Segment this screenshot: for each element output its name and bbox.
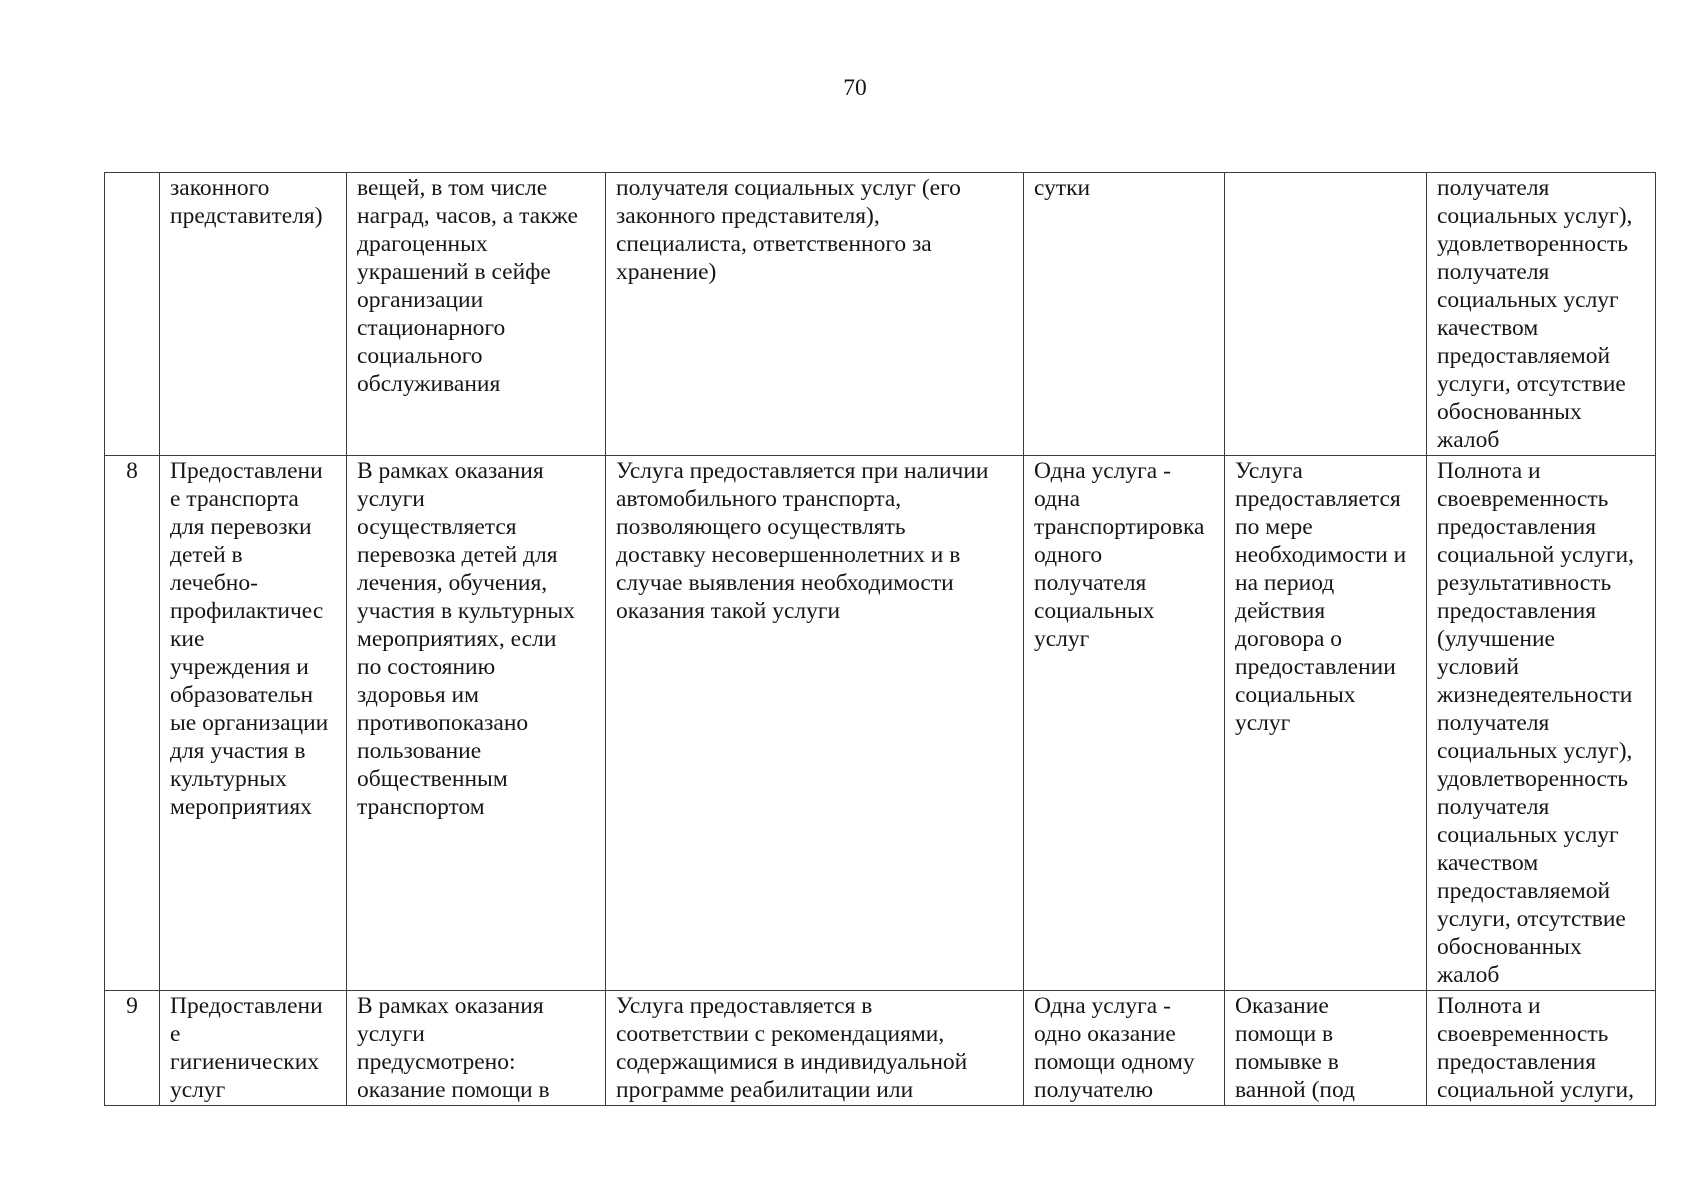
- cell-text: Услуга предоставляется при наличии автомобильного транспорта, позволяющего осуществлять доставку несовершеннолетних и в случае выявления необходимости оказания такой услуги: [616, 458, 989, 624]
- service-content-cell: [347, 991, 606, 1106]
- service-unit-cell: [1024, 173, 1225, 456]
- cell-text: Оказание помощи в помывке в ванной (под: [1235, 993, 1356, 1103]
- cell-text: 9: [126, 993, 138, 1019]
- cell-text: Предоставлени е транспорта для перевозки детей в лечебно- профилактичес кие учреждения и образовательн ые организации для участия в культурных мероприятиях: [170, 458, 329, 820]
- cell-text: Одна услуга - одна транспортировка одного получателя социальных услуг: [1034, 458, 1205, 652]
- cell-text: сутки: [1034, 175, 1091, 201]
- cell-text: Полнота и своевременность предоставления социальной услуги,: [1437, 993, 1634, 1103]
- services-table: [104, 172, 1656, 1106]
- page-number: 70: [843, 75, 867, 101]
- cell-text: законного представителя): [170, 175, 323, 229]
- service-name-cell: [160, 456, 347, 991]
- table-row: [105, 456, 1656, 991]
- service-name-cell: [160, 991, 347, 1106]
- service-timing-cell: [1225, 173, 1427, 456]
- service-content-cell: [347, 456, 606, 991]
- quality-criteria-cell: [1427, 456, 1656, 991]
- cell-text: получателя социальных услуг (его законного представителя), специалиста, ответственного за хранение): [616, 175, 961, 285]
- service-unit-cell: [1024, 456, 1225, 991]
- row-number-cell: [105, 173, 160, 456]
- quality-criteria-cell: [1427, 173, 1656, 456]
- quality-criteria-cell: [1427, 991, 1656, 1106]
- cell-text: получателя социальных услуг), удовлетворенность получателя социальных услуг качеством предоставляемой услуги, отсутствие обоснованных жалоб: [1437, 175, 1633, 453]
- cell-text: Предоставлени е гигиенических услуг: [170, 993, 323, 1103]
- cell-text: Услуга предоставляется по мере необходимости и на период действия договора о предоставлении социальных услуг: [1235, 458, 1407, 736]
- service-timing-cell: [1225, 991, 1427, 1106]
- table-row: [105, 991, 1656, 1106]
- service-name-cell: [160, 173, 347, 456]
- service-unit-cell: [1024, 991, 1225, 1106]
- service-content-cell: [347, 173, 606, 456]
- service-timing-cell: [1225, 456, 1427, 991]
- cell-text: Полнота и своевременность предоставления социальной услуги, результативность предоставления (улучшение условий жизнедеятельности получателя социальных услуг), удовлетворенность получателя социальных услуг качеством предоставляемой услуги, отсутствие обоснованных жалоб: [1437, 458, 1634, 988]
- row-number-cell: [105, 991, 160, 1106]
- row-number-cell: [105, 456, 160, 991]
- cell-text: Услуга предоставляется в соответствии с рекомендациями, содержащимися в индивидуальной программе реабилитации или: [616, 993, 968, 1103]
- cell-text: 8: [126, 458, 138, 484]
- cell-text: вещей, в том числе наград, часов, а также драгоценных украшений в сейфе организации стационарного социального обслуживания: [357, 175, 578, 397]
- service-conditions-cell: [606, 456, 1024, 991]
- table-row: [105, 173, 1656, 456]
- cell-text: В рамках оказания услуги предусмотрено: оказание помощи в: [357, 993, 550, 1103]
- cell-text: [105, 174, 159, 455]
- cell-text: [1235, 174, 1423, 455]
- service-conditions-cell: [606, 173, 1024, 456]
- cell-text: В рамках оказания услуги осуществляется перевозка детей для лечения, обучения, участия в культурных мероприятиях, если по состоянию здоровья им противопоказано пользование общественным транспортом: [357, 458, 575, 820]
- service-conditions-cell: [606, 991, 1024, 1106]
- cell-text: Одна услуга - одно оказание помощи одному получателю: [1034, 993, 1195, 1103]
